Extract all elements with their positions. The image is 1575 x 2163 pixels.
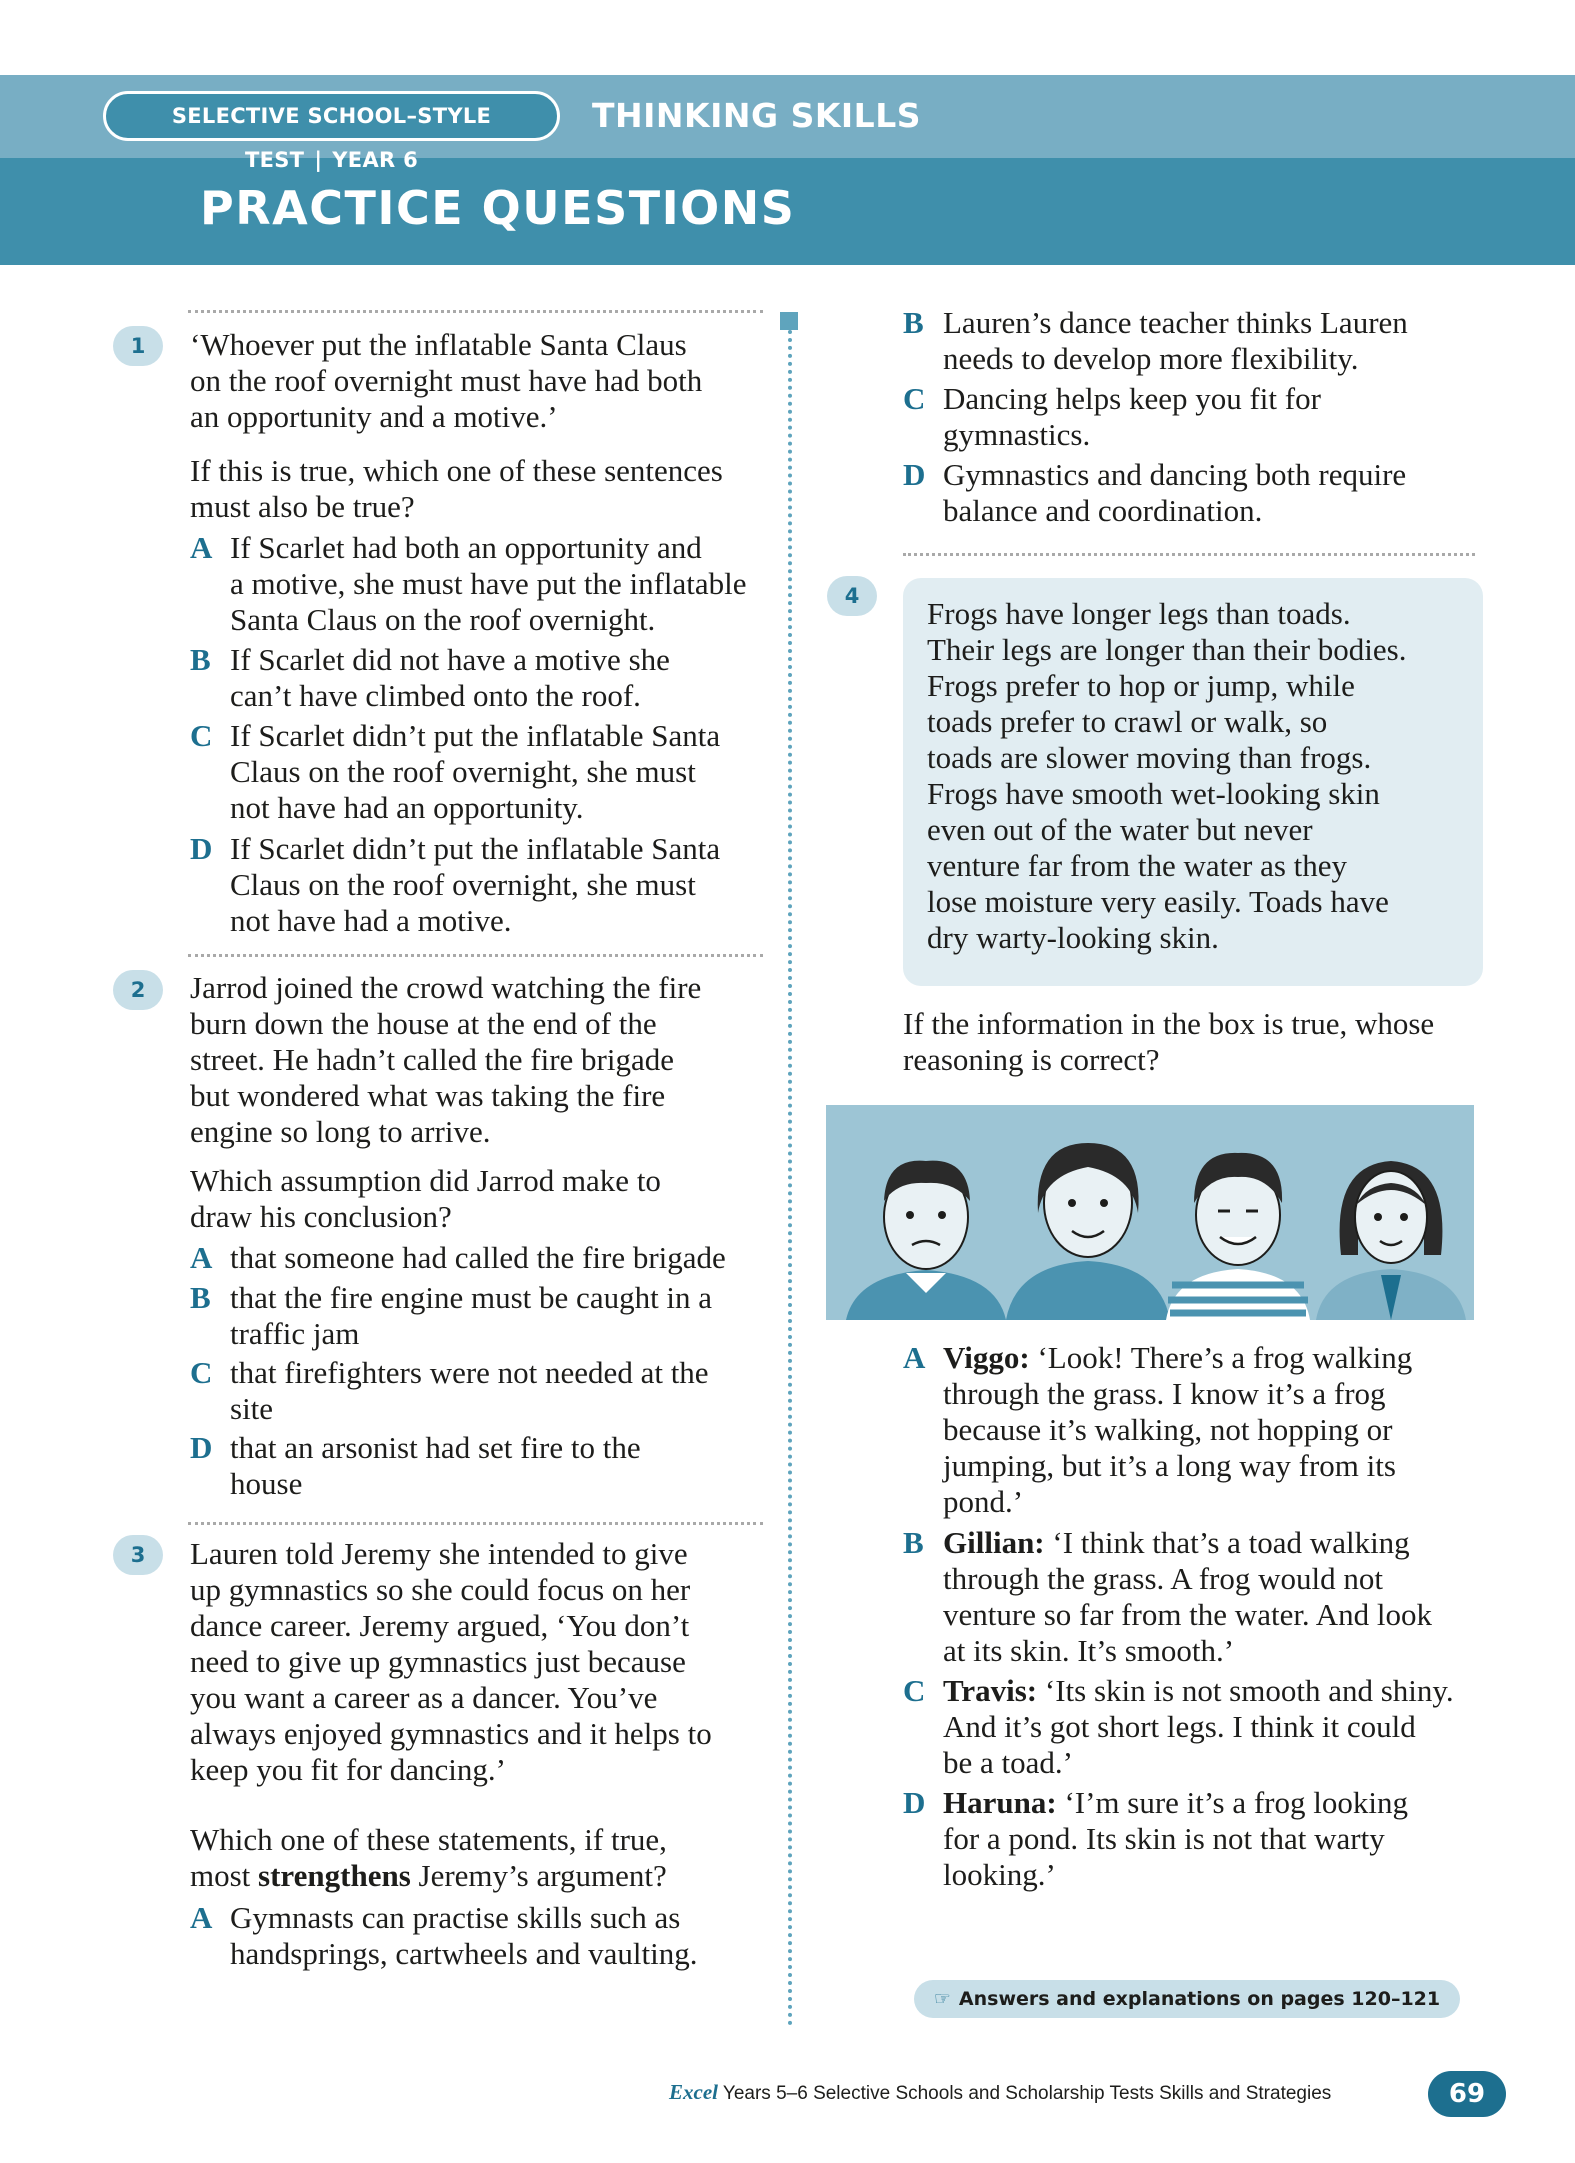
q3-question-end: Jeremy’s argument?: [410, 1858, 667, 1893]
q2-stem: Jarrod joined the crowd watching the fire burn down the house at the end of the street. He hadn’t called the fire brigade but wondered what was taking the fire engine so long to arrive.: [190, 970, 702, 1149]
children-illustration-art: [826, 1105, 1474, 1320]
speaker-name: Travis:: [943, 1673, 1038, 1708]
option-letter: D: [903, 457, 926, 492]
q2-question: Which assumption did Jarrod make to draw his conclusion?: [190, 1163, 661, 1234]
q3-question-emphasis: strengthens: [258, 1858, 411, 1893]
option-letter: A: [190, 1900, 213, 1935]
option-letter: A: [903, 1340, 926, 1375]
question-number-2: 2: [113, 970, 163, 1010]
pointing-hand-icon: ☞: [933, 1988, 951, 2010]
speaker-name: Viggo:: [943, 1340, 1030, 1375]
option-text: that an arsonist had set fire to the house: [230, 1430, 641, 1501]
option-letter: A: [190, 530, 213, 565]
subject-heading: THINKING SKILLS: [592, 96, 922, 135]
test-year: YEAR 6: [332, 148, 418, 172]
option-text: If Scarlet didn’t put the inflatable Santa Claus on the roof overnight, she must not have had an opportunity.: [230, 718, 721, 825]
option-text: that firefighters were not needed at the site: [230, 1355, 709, 1426]
option-letter: D: [903, 1785, 926, 1820]
option-letter: B: [190, 1280, 211, 1315]
test-name: SELECTIVE SCHOOL–STYLE TEST: [171, 104, 492, 172]
option-letter: C: [190, 718, 213, 753]
answers-reference[interactable]: [914, 1980, 1460, 2018]
q4-question: If the information in the box is true, whose reasoning is correct?: [903, 1006, 1435, 1077]
option-letter: A: [190, 1240, 213, 1275]
page-title: PRACTICE QUESTIONS: [200, 181, 796, 235]
footer-text: Years 5–6 Selective Schools and Scholarship Tests Skills and Strategies: [717, 2083, 1332, 2104]
option-letter: D: [190, 1430, 213, 1465]
option-letter: C: [903, 1673, 926, 1708]
option-text: Gymnastics and dancing both require balance and coordination.: [943, 457, 1407, 528]
speaker-quote: ‘I think that’s a toad walking through the grass. A frog would not venture so far from the water. And look at its skin. It’s smooth.’: [943, 1525, 1432, 1668]
question-number-4: 4: [827, 576, 877, 616]
option-letter: B: [903, 1525, 924, 1560]
test-label-separator: |: [314, 148, 323, 172]
footer-brand: Excel: [669, 2080, 718, 2104]
test-label-pill: [103, 91, 560, 172]
speaker-name: Haruna:: [943, 1785, 1057, 1820]
option-text: [943, 1785, 1408, 1893]
option-text: [943, 1673, 1454, 1781]
divider-q3-top: [188, 1522, 763, 1525]
q3-question-start: Which one of these statements, if true, most: [190, 1822, 667, 1893]
footer-credit: [669, 2078, 1331, 2108]
q1-stem: ‘Whoever put the inflatable Santa Claus on the roof overnight must have had both an opportunity and a motive.’: [190, 327, 703, 434]
q3-question: [190, 1822, 667, 1894]
q3-stem: Lauren told Jeremy she intended to give up gymnastics so she could focus on her dance career. Jeremy argued, ‘You don’t need to give up gymnastics just because you want a career as a dancer. You’ve always enjoyed gymnastics and it helps to keep you fit for dancing.’: [190, 1536, 712, 1787]
question-number-1: 1: [113, 326, 163, 366]
option-text: If Scarlet did not have a motive she can’t have climbed onto the roof.: [230, 642, 670, 713]
option-text: If Scarlet didn’t put the inflatable Santa Claus on the roof overnight, she must not have had a motive.: [230, 831, 721, 938]
option-text: [943, 1340, 1412, 1520]
speaker-quote: ‘I’m sure it’s a frog looking for a pond. Its skin is not that warty looking.’: [943, 1785, 1408, 1892]
speaker-name: Gillian:: [943, 1525, 1045, 1560]
column-divider: [788, 322, 792, 2027]
info-box-text: Frogs have longer legs than toads. Their legs are longer than their bodies. Frogs prefer to hop or jump, while toads prefer to crawl or walk, so toads are slower moving than frogs. Frogs have smooth wet-looking skin even out of the water but never venture far from the water as they lose moisture very easily. Toads have dry warty-looking skin.: [927, 596, 1407, 955]
q1-question: If this is true, which one of these sentences must also be true?: [190, 453, 723, 524]
option-letter: B: [190, 642, 211, 677]
option-text: If Scarlet had both an opportunity and a motive, she must have put the inflatable Santa Claus on the roof overnight.: [230, 530, 747, 637]
answers-reference-text: Answers and explanations on pages 120–121: [958, 1988, 1441, 2010]
children-illustration: [826, 1105, 1474, 1320]
option-letter: B: [903, 305, 924, 340]
info-box: [903, 578, 1483, 986]
page-number: 69: [1428, 2071, 1506, 2117]
option-text: Lauren’s dance teacher thinks Lauren needs to develop more flexibility.: [943, 305, 1408, 376]
option-text: Dancing helps keep you fit for gymnastics.: [943, 381, 1321, 452]
option-letter: C: [190, 1355, 213, 1390]
question-number-3: 3: [113, 1535, 163, 1575]
option-letter: D: [190, 831, 213, 866]
option-letter: C: [903, 381, 926, 416]
speaker-quote: ‘Its skin is not smooth and shiny. And it’s got short legs. I think it could be a toad.’: [943, 1673, 1454, 1780]
divider-q1-top: [188, 310, 763, 313]
option-text: that someone had called the fire brigade: [230, 1240, 726, 1275]
option-text: that the fire engine must be caught in a traffic jam: [230, 1280, 713, 1351]
option-text: [943, 1525, 1432, 1669]
divider-q4-top: [903, 553, 1475, 556]
option-text: Gymnasts can practise skills such as handsprings, cartwheels and vaulting.: [230, 1900, 698, 1971]
divider-q2-top: [188, 954, 763, 957]
speaker-quote: ‘Look! There’s a frog walking through the grass. I know it’s a frog because it’s walking, not hopping or jumping, but it’s a long way from its pond.’: [943, 1340, 1413, 1519]
